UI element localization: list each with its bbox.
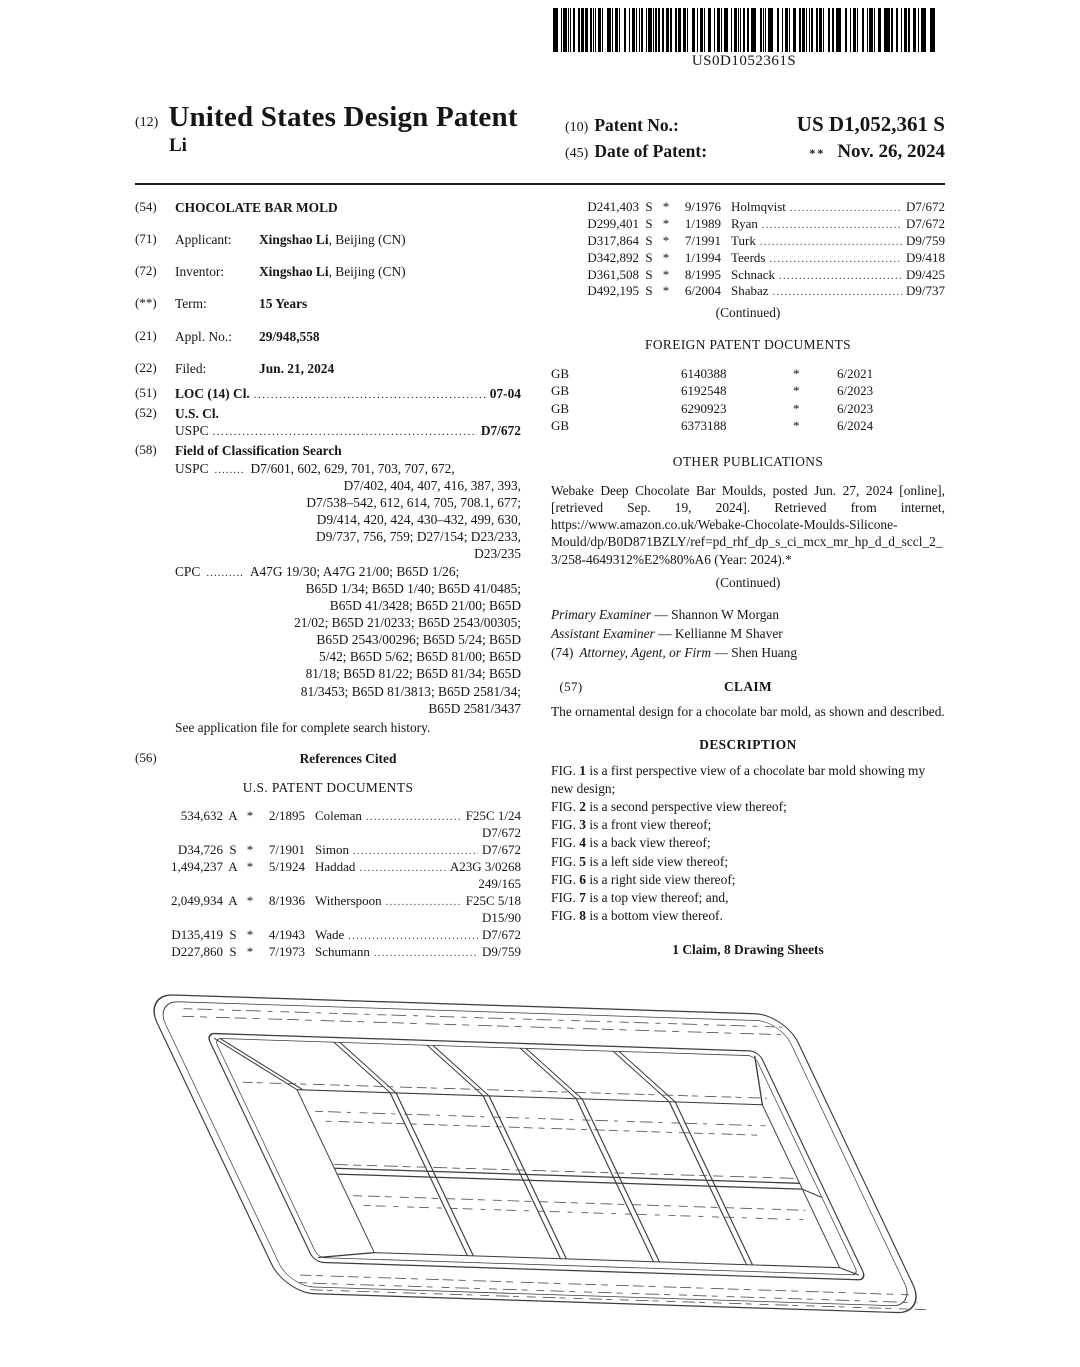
cell-classification: D7/672 bbox=[906, 215, 945, 231]
cell-date: 6/2023 bbox=[837, 383, 874, 399]
table-row bbox=[551, 233, 945, 250]
cell-patent-number: D135,419 bbox=[171, 926, 223, 942]
cell-kind-code: S bbox=[229, 842, 237, 858]
figure-description bbox=[551, 889, 945, 907]
document-title: United States Design Patent bbox=[168, 101, 518, 133]
dot-leader bbox=[366, 808, 462, 825]
cell-date: 6/2004 bbox=[684, 283, 721, 299]
term-extension-stars: ** bbox=[809, 146, 826, 160]
dot-leader bbox=[762, 216, 902, 233]
cell-classification-cont: D15/90 bbox=[482, 909, 521, 925]
cell-date: 2/1895 bbox=[268, 808, 305, 824]
cell-classification: D7/672 bbox=[482, 926, 521, 942]
figure-description bbox=[551, 853, 945, 871]
cell-date: 9/1976 bbox=[684, 199, 721, 214]
cell-date: 4/1943 bbox=[268, 926, 305, 942]
cell-patentee: Ryan bbox=[731, 215, 758, 231]
figure-description bbox=[551, 907, 945, 925]
cell-patent-number: 534,632 bbox=[180, 808, 223, 824]
cell-patent-number: 1,494,237 bbox=[171, 859, 223, 875]
cell-examiner-star: * bbox=[662, 283, 670, 299]
fig-text: is a front view thereof; bbox=[589, 817, 712, 833]
table-row bbox=[551, 267, 945, 284]
fig-text: is a top view thereof; and, bbox=[589, 890, 729, 906]
dot-leader: ........ bbox=[214, 463, 245, 476]
dot-leader bbox=[760, 233, 902, 250]
table-row bbox=[135, 893, 521, 910]
cell-document-number: 6140388 bbox=[681, 365, 727, 381]
claims-sheets-note: 1 Claim, 8 Drawing Sheets bbox=[672, 942, 824, 958]
cell-examiner-star: * bbox=[246, 859, 254, 875]
header-right bbox=[565, 112, 945, 167]
table-row bbox=[551, 216, 945, 233]
cell-classification: D7/672 bbox=[906, 199, 945, 214]
dash-separator: — bbox=[658, 625, 672, 641]
cell-examiner-star: * bbox=[793, 418, 800, 434]
dot-leader bbox=[353, 842, 478, 859]
field-number: (54) bbox=[135, 199, 157, 214]
invention-title: CHOCOLATE BAR MOLD bbox=[175, 200, 338, 215]
us-patent-documents-title: U.S. PATENT DOCUMENTS bbox=[242, 780, 414, 796]
fig-text: is a left side view thereof; bbox=[589, 853, 729, 869]
cpc-search-line: B65D 2543/00296; B65D 5/24; B65D bbox=[316, 632, 521, 648]
inventor-location: , Beijing (CN) bbox=[328, 264, 406, 280]
term-label: Term: bbox=[175, 296, 207, 312]
table-row bbox=[135, 859, 521, 876]
fig-number: 6 bbox=[579, 871, 586, 887]
cell-kind-code: A bbox=[228, 808, 238, 824]
dot-leader bbox=[790, 199, 902, 216]
cell-kind-code: S bbox=[229, 926, 237, 942]
foreign-patent-documents-title: FOREIGN PATENT DOCUMENTS bbox=[644, 336, 852, 352]
cell-kind-code: S bbox=[645, 283, 653, 299]
dot-leader bbox=[359, 859, 445, 876]
fig-text: is a second perspective view thereof; bbox=[589, 798, 787, 814]
header-divider bbox=[135, 183, 945, 185]
cell-classification: F25C 1/24 bbox=[465, 808, 521, 824]
field-references bbox=[135, 750, 521, 767]
cell-date: 7/1973 bbox=[268, 943, 305, 959]
figure-description bbox=[551, 871, 945, 889]
cell-date: 6/2024 bbox=[837, 418, 874, 434]
cell-date: 6/2021 bbox=[837, 365, 874, 381]
assistant-examiner-name: Kellianne M Shaver bbox=[674, 625, 783, 641]
date-field-number: (45) bbox=[565, 146, 589, 161]
foreign-row bbox=[551, 417, 945, 435]
cell-patent-number: D492,195 bbox=[587, 283, 639, 299]
filed-value: Jun. 21, 2024 bbox=[259, 360, 335, 376]
dot-leader bbox=[213, 422, 477, 439]
cell-examiner-star: * bbox=[246, 842, 254, 858]
applicant-label: Applicant: bbox=[175, 232, 232, 248]
table-row bbox=[135, 927, 521, 944]
fig-label: FIG. bbox=[551, 853, 576, 869]
table-row bbox=[135, 842, 521, 859]
cell-patentee: Holmqvist bbox=[731, 199, 786, 214]
dot-leader bbox=[769, 250, 902, 267]
field-number: (52) bbox=[135, 405, 157, 421]
cell-examiner-star: * bbox=[793, 383, 800, 399]
us-class-label: U.S. Cl. bbox=[175, 406, 219, 422]
cell-kind-code: S bbox=[645, 249, 653, 265]
inventor-name: Xingshao Li bbox=[259, 264, 329, 280]
patent-no-field-number: (10) bbox=[565, 120, 589, 135]
claim-text: The ornamental design for a chocolate bar mold, as shown and described. bbox=[551, 704, 945, 720]
field-search-title: Field of Classification Search bbox=[175, 443, 342, 459]
cell-kind-code: S bbox=[645, 266, 653, 282]
kind-code-number: (12) bbox=[135, 115, 159, 130]
cell-examiner-star: * bbox=[662, 266, 670, 282]
fig-label: FIG. bbox=[551, 908, 576, 924]
search-history-note: See application file for complete search history. bbox=[175, 719, 431, 735]
uspc-value: D7/672 bbox=[480, 423, 521, 439]
patent-no-label: Patent No.: bbox=[594, 115, 679, 135]
cell-date: 7/1991 bbox=[684, 232, 721, 248]
attorney-line bbox=[551, 643, 945, 662]
cell-patent-number: D299,401 bbox=[587, 215, 639, 231]
cell-patent-number: D34,726 bbox=[177, 842, 223, 858]
right-column bbox=[551, 199, 945, 959]
attorney-label: Attorney, Agent, or Firm bbox=[579, 645, 712, 660]
cell-patentee: Coleman bbox=[315, 808, 362, 824]
cell-date: 8/1936 bbox=[268, 892, 305, 908]
field-number: (72) bbox=[135, 263, 157, 279]
cpc-search-line: B65D 41/3428; B65D 21/00; B65D bbox=[329, 597, 521, 613]
fig-number: 7 bbox=[579, 890, 586, 906]
uspc-search-label: USPC bbox=[175, 460, 209, 476]
primary-examiner-line bbox=[551, 605, 945, 624]
cpc-search-label: CPC bbox=[175, 563, 201, 579]
barcode bbox=[553, 8, 935, 70]
dot-leader: .......... bbox=[206, 566, 244, 579]
cell-examiner-star: * bbox=[793, 400, 800, 416]
dot-leader bbox=[348, 927, 478, 944]
cell-document-number: 6290923 bbox=[681, 400, 727, 416]
cell-examiner-star: * bbox=[246, 808, 254, 824]
fig-number: 2 bbox=[579, 798, 586, 814]
field-applicant bbox=[135, 231, 521, 248]
fig-text: is a right side view thereof; bbox=[589, 871, 736, 887]
dot-leader bbox=[254, 385, 486, 402]
uspc-search-line: D7/402, 404, 407, 416, 387, 393, bbox=[343, 477, 521, 493]
cell-document-number: 6192548 bbox=[681, 383, 727, 399]
cell-kind-code: S bbox=[645, 215, 653, 231]
fig-text: is a bottom view thereof. bbox=[589, 908, 723, 924]
inventor-surname: Li bbox=[169, 135, 187, 156]
field-number: (71) bbox=[135, 231, 157, 247]
dash-separator: — bbox=[714, 645, 728, 660]
cpc-search-line: 81/3453; B65D 81/3813; B65D 2581/34; bbox=[300, 683, 521, 699]
cell-examiner-star: * bbox=[662, 199, 670, 214]
fig-number: 4 bbox=[579, 835, 586, 851]
cell-patent-number: D241,403 bbox=[587, 199, 639, 214]
loc-class-value: 07-04 bbox=[489, 385, 521, 401]
continued-note: (Continued) bbox=[715, 305, 781, 321]
claim-title: CLAIM bbox=[723, 679, 773, 695]
assistant-examiner-line bbox=[551, 624, 945, 643]
uspc-search-line: D7/538–542, 612, 614, 705, 708.1, 677; bbox=[306, 494, 521, 510]
cell-kind-code: A bbox=[228, 859, 238, 875]
dot-leader bbox=[773, 283, 902, 300]
cell-country-code: GB bbox=[551, 365, 570, 381]
cpc-search-line: B65D 1/34; B65D 1/40; B65D 41/0485; bbox=[305, 580, 521, 596]
cpc-search-line: 21/02; B65D 21/0233; B65D 2543/00305; bbox=[294, 614, 521, 630]
cell-country-code: GB bbox=[551, 400, 570, 416]
cell-examiner-star: * bbox=[246, 943, 254, 959]
inventor-label: Inventor: bbox=[175, 264, 225, 280]
cell-patentee: Wade bbox=[315, 926, 345, 942]
cell-classification: D9/759 bbox=[482, 943, 521, 959]
uspc-search-line: D9/737, 756, 759; D27/154; D23/233, bbox=[316, 529, 521, 545]
field-number: (74) bbox=[551, 645, 574, 660]
field-loc-class bbox=[135, 385, 521, 402]
fig-number: 5 bbox=[579, 853, 586, 869]
foreign-row bbox=[551, 382, 945, 400]
cell-date: 5/1924 bbox=[268, 859, 305, 875]
field-number: (57) bbox=[559, 679, 583, 695]
cell-examiner-star: * bbox=[662, 232, 670, 248]
field-appl-no bbox=[135, 328, 521, 345]
field-term bbox=[135, 295, 521, 312]
cell-patent-number: D227,860 bbox=[171, 943, 223, 959]
description-title: DESCRIPTION bbox=[699, 737, 797, 753]
fig-number: 1 bbox=[579, 762, 586, 778]
term-value: 15 Years bbox=[259, 296, 308, 312]
dot-leader bbox=[386, 893, 462, 910]
cell-patent-number: D361,508 bbox=[587, 266, 639, 282]
cell-date: 8/1995 bbox=[684, 266, 721, 282]
fig-label: FIG. bbox=[551, 798, 576, 814]
cell-patent-number: D342,892 bbox=[587, 249, 639, 265]
fig-number: 3 bbox=[579, 817, 586, 833]
fig-label: FIG. bbox=[551, 890, 576, 906]
table-row bbox=[551, 283, 945, 300]
claim-section-head bbox=[551, 678, 945, 695]
table-row bbox=[551, 199, 945, 216]
field-number: (56) bbox=[135, 750, 157, 766]
cell-date: 1/1989 bbox=[684, 215, 721, 231]
cpc-search-line: A47G 19/30; A47G 21/00; B65D 1/26; bbox=[249, 563, 460, 579]
cell-examiner-star: * bbox=[793, 365, 800, 381]
cell-patentee: Schumann bbox=[315, 943, 370, 959]
fig-label: FIG. bbox=[551, 762, 576, 778]
cell-examiner-star: * bbox=[246, 892, 254, 908]
field-number: (21) bbox=[135, 327, 157, 343]
cell-examiner-star: * bbox=[246, 926, 254, 942]
cpc-search-line: 81/18; B65D 81/22; B65D 81/34; B65D bbox=[305, 666, 521, 682]
table-row bbox=[135, 808, 521, 825]
table-row bbox=[135, 944, 521, 961]
header-left bbox=[135, 101, 518, 157]
field-inventor bbox=[135, 263, 521, 280]
cell-examiner-star: * bbox=[662, 249, 670, 265]
figure-description bbox=[551, 834, 945, 852]
barcode-image bbox=[553, 8, 935, 52]
assistant-examiner-label: Assistant Examiner bbox=[551, 625, 655, 641]
cell-classification: D9/737 bbox=[906, 283, 945, 299]
description-section-head bbox=[551, 736, 945, 753]
cell-country-code: GB bbox=[551, 418, 570, 434]
cell-kind-code: S bbox=[645, 199, 653, 214]
uspc-search-line: D9/414, 420, 424, 430–432, 499, 630, bbox=[316, 512, 521, 528]
other-publication-text: Webake Deep Chocolate Bar Moulds, posted Jun. 27, 2024 [online], [retrieved Sep. 19, 2024]. Retrieved from internet, https://www.amazon.co.uk/Webake-Chocolate-Moulds-Silicone-Mould/dp/B0D871BZLY/ref=pd_rhf_dp_s_ci_mcx_mr_hp_d_d_sccl_2_3/258-4649312%E2%80%A6 (Year: 2024).* bbox=[551, 483, 945, 567]
cell-patentee: Schnack bbox=[731, 266, 776, 282]
cell-classification-cont: 249/165 bbox=[478, 875, 521, 891]
cell-classification: F25C 5/18 bbox=[465, 892, 521, 908]
appl-no-value: 29/948,558 bbox=[259, 328, 320, 344]
figure-description bbox=[551, 798, 945, 816]
cell-patentee: Shabaz bbox=[731, 283, 769, 299]
other-publications-title: OTHER PUBLICATIONS bbox=[672, 453, 824, 469]
dot-leader bbox=[779, 267, 902, 284]
field-us-class bbox=[135, 405, 521, 439]
cell-patentee: Haddad bbox=[315, 859, 356, 875]
figure-description bbox=[551, 816, 945, 834]
cpc-search-line: 5/42; B65D 5/62; B65D 81/00; B65D bbox=[319, 649, 521, 665]
cell-patentee: Teerds bbox=[731, 249, 766, 265]
continued-note: (Continued) bbox=[715, 574, 781, 590]
cell-classification: D7/672 bbox=[482, 842, 521, 858]
cell-date: 6/2023 bbox=[837, 400, 874, 416]
fig-text: is a first perspective view of a chocolate bar mold showing my new design; bbox=[551, 762, 926, 796]
cell-kind-code: A bbox=[228, 892, 238, 908]
date-of-patent-value: Nov. 26, 2024 bbox=[837, 141, 945, 162]
uspc-search-line: D7/601, 602, 629, 701, 703, 707, 672, bbox=[250, 460, 455, 476]
cell-date: 7/1901 bbox=[268, 842, 305, 858]
cell-classification: D9/759 bbox=[906, 232, 945, 248]
cell-country-code: GB bbox=[551, 383, 570, 399]
uspc-search-line: D23/235 bbox=[474, 546, 521, 562]
applicant-name: Xingshao Li bbox=[259, 232, 329, 248]
date-of-patent-label: Date of Patent: bbox=[594, 141, 708, 161]
mold-drawing bbox=[80, 978, 980, 1363]
attorney-name: Shen Huang bbox=[731, 645, 798, 660]
field-number: (22) bbox=[135, 359, 157, 375]
applicant-location: , Beijing (CN) bbox=[328, 232, 406, 248]
cell-classification-cont: D7/672 bbox=[482, 825, 521, 841]
uspc-label: USPC bbox=[175, 423, 209, 439]
cell-classification: D9/418 bbox=[906, 249, 945, 265]
cell-classification: A23G 3/0268 bbox=[449, 859, 521, 875]
patent-number-value: US D1,052,361 S bbox=[796, 112, 945, 136]
barcode-caption: US0D1052361S bbox=[691, 53, 797, 69]
fig-text: is a back view thereof; bbox=[589, 835, 711, 851]
field-filed bbox=[135, 360, 521, 377]
cell-kind-code: S bbox=[645, 232, 653, 248]
field-number: (58) bbox=[135, 442, 157, 458]
fig-label: FIG. bbox=[551, 817, 576, 833]
primary-examiner-name: Shannon W Morgan bbox=[671, 606, 780, 622]
foreign-row bbox=[551, 365, 945, 383]
loc-class-label: LOC (14) Cl. bbox=[175, 385, 250, 401]
primary-examiner-label: Primary Examiner bbox=[551, 606, 652, 622]
table-row bbox=[551, 250, 945, 267]
left-column bbox=[135, 199, 521, 960]
cell-patentee: Witherspoon bbox=[315, 892, 382, 908]
fig-label: FIG. bbox=[551, 835, 576, 851]
fig-number: 8 bbox=[579, 908, 586, 924]
fig-label: FIG. bbox=[551, 871, 576, 887]
field-classification-search bbox=[135, 442, 521, 736]
filed-label: Filed: bbox=[175, 360, 207, 376]
cell-document-number: 6373188 bbox=[681, 418, 727, 434]
cell-patentee: Turk bbox=[731, 232, 756, 248]
cpc-search-line: B65D 2581/3437 bbox=[428, 700, 521, 716]
cell-kind-code: S bbox=[229, 943, 237, 959]
foreign-row bbox=[551, 400, 945, 418]
cell-patent-number: 2,049,934 bbox=[171, 892, 223, 908]
cell-patentee: Simon bbox=[315, 842, 349, 858]
dash-separator: — bbox=[654, 606, 668, 622]
dot-leader bbox=[374, 944, 478, 961]
figure-description bbox=[551, 762, 945, 798]
field-title bbox=[135, 199, 521, 216]
cell-examiner-star: * bbox=[662, 215, 670, 231]
references-cited-title: References Cited bbox=[299, 751, 397, 767]
cell-classification: D9/425 bbox=[906, 266, 945, 282]
field-number: (51) bbox=[135, 384, 157, 400]
cell-patent-number: D317,864 bbox=[587, 232, 639, 248]
field-number: (**) bbox=[135, 295, 157, 311]
appl-no-label: Appl. No.: bbox=[175, 328, 232, 344]
cell-date: 1/1994 bbox=[684, 249, 721, 265]
